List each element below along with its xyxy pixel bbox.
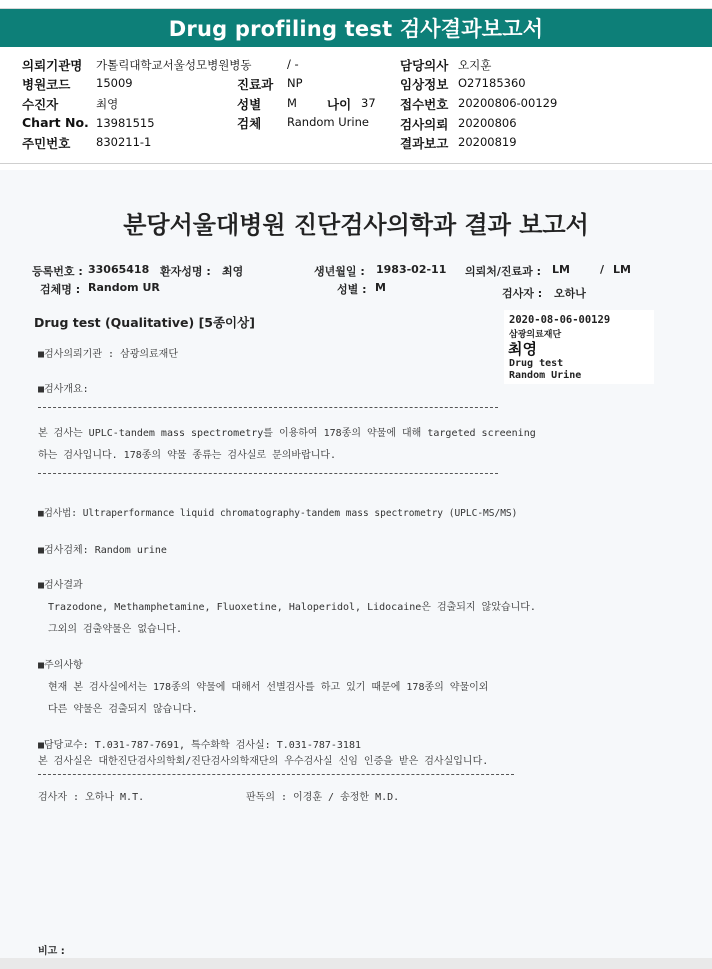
hospital-code-value: 15009 xyxy=(96,76,133,90)
caution-line-2: 다른 약물은 검출되지 않습니다. xyxy=(48,704,198,715)
section-result-heading: ■검사결과 xyxy=(38,580,83,591)
patient-value: 최영 xyxy=(96,97,119,111)
section-contact: ■담당교수: T.031-787-7691, 특수화학 검사실: T.031-787-3181 xyxy=(38,740,361,751)
receipt-label: 접수번호 xyxy=(400,97,449,112)
report-dept-value1: LM xyxy=(552,263,570,276)
patient-label: 수진자 xyxy=(22,97,59,112)
section-agency: ■검사의뢰기관 : 삼광의료재단 xyxy=(38,349,179,360)
report-specimen-label: 검체명 : xyxy=(40,283,81,296)
header-divider xyxy=(0,163,712,164)
overview-line-2: 하는 검사입니다. 178종의 약물 종류는 검사실로 문의바랍니다. xyxy=(38,450,337,461)
dashed-divider xyxy=(38,774,514,775)
report-sex-label: 성별 : xyxy=(337,283,367,296)
report-specimen-value: Random UR xyxy=(88,281,160,294)
age-value: 37 xyxy=(361,96,376,110)
report-tester-signature: 검사자 : 오하나 M.T. xyxy=(38,792,145,803)
overview-line-1: 본 검사는 UPLC-tandem mass spectrometry를 이용하여 178종의 약물에 대해 targeted screening xyxy=(38,428,536,439)
report-reg-value: 33065418 xyxy=(88,263,150,276)
report-dept-sep: / xyxy=(600,263,605,276)
request-value: 20200806 xyxy=(458,116,517,130)
report-dob-value: 1983-02-11 xyxy=(376,263,447,276)
rrn-value: 830211-1 xyxy=(96,135,152,149)
doctor-label: 담당의사 xyxy=(400,58,449,73)
age-label: 나이 xyxy=(327,97,352,112)
sex-label: 성별 xyxy=(237,97,262,112)
stamp-test-name: Drug test xyxy=(509,358,564,369)
hospital-code-label: 병원코드 xyxy=(22,77,71,92)
rrn-label: 주민번호 xyxy=(22,136,71,151)
clinical-value: O27185360 xyxy=(458,76,526,90)
report-title: 분당서울대병원 진단검사의학과 결과 보고서 xyxy=(123,211,589,239)
stamp-patient-name: 최영 xyxy=(508,340,537,358)
stamp-lab-name: 삼광의료재단 xyxy=(509,330,562,340)
certification-note: 본 검사실은 대한진단검사의학회/진단검사의학재단의 우수검사실 신임 인증을 받은 검사실입니다. xyxy=(38,756,489,767)
report-patient-value: 최영 xyxy=(222,265,244,278)
report-patient-label: 환자성명 : xyxy=(160,265,211,278)
report-tester-value: 오하나 xyxy=(554,287,586,300)
clinical-label: 임상정보 xyxy=(400,77,449,92)
dept-label: 진료과 xyxy=(237,77,274,92)
doctor-value: 오지훈 xyxy=(458,58,492,72)
dashed-divider xyxy=(38,473,498,474)
caution-line-1: 현재 본 검사실에서는 178종의 약물에 대해서 선별검사를 하고 있기 때문에 178종의 약물이외 xyxy=(48,682,489,693)
dashed-divider xyxy=(38,407,498,408)
specimen-value: Random Urine xyxy=(287,115,369,129)
ward-value: / - xyxy=(287,57,299,71)
window-top-edge xyxy=(0,0,712,9)
report-sex-value: M xyxy=(375,281,386,294)
request-label: 검사의뢰 xyxy=(400,117,449,132)
chart-no-label: Chart No. xyxy=(22,115,89,130)
specimen-label: 검체 xyxy=(237,116,262,131)
dept-value: NP xyxy=(287,76,303,90)
section-caution-heading: ■주의사항 xyxy=(38,660,83,671)
report-reader-signature: 판독의 : 이경훈 / 송정한 M.D. xyxy=(246,792,400,803)
stamp-receipt-no: 2020-08-06-00129 xyxy=(509,314,611,326)
report-date-label: 결과보고 xyxy=(400,136,449,151)
report-date-value: 20200819 xyxy=(458,135,517,149)
report-dept-label: 의뢰처/진료과 : xyxy=(465,265,542,278)
section-overview-heading: ■검사개요: xyxy=(38,384,89,395)
receipt-value: 20200806-00129 xyxy=(458,96,558,110)
section-method: ■검사법: Ultraperformance liquid chromatography-tandem mass spectrometry (UPLC-MS/MS) xyxy=(38,508,518,519)
bottom-strip xyxy=(0,958,712,969)
section-specimen: ■검사검체: Random urine xyxy=(38,545,167,556)
chart-no-value: 13981515 xyxy=(96,116,155,130)
remarks-label: 비고 : xyxy=(38,946,65,957)
institution-label: 의뢰기관명 xyxy=(22,58,83,73)
result-line-1: Trazodone, Methamphetamine, Fluoxetine, Haloperidol, Lidocaine은 검출되지 않았습니다. xyxy=(48,602,536,613)
report-dob-label: 생년월일 : xyxy=(314,265,365,278)
page-title: Drug profiling test 검사결과보고서 xyxy=(0,9,712,47)
test-name: Drug test (Qualitative) [5종이상] xyxy=(34,315,255,330)
report-reg-label: 등록번호 : xyxy=(32,265,83,278)
result-line-2: 그외의 검출약물은 없습니다. xyxy=(48,624,182,635)
report-tester-label: 검사자 : xyxy=(502,287,543,300)
sex-value: M xyxy=(287,96,297,110)
report-dept-value2: LM xyxy=(613,263,631,276)
institution-value: 가톨릭대학교서울성모병원병동 xyxy=(96,58,252,72)
stamp-specimen: Random Urine xyxy=(509,370,582,381)
